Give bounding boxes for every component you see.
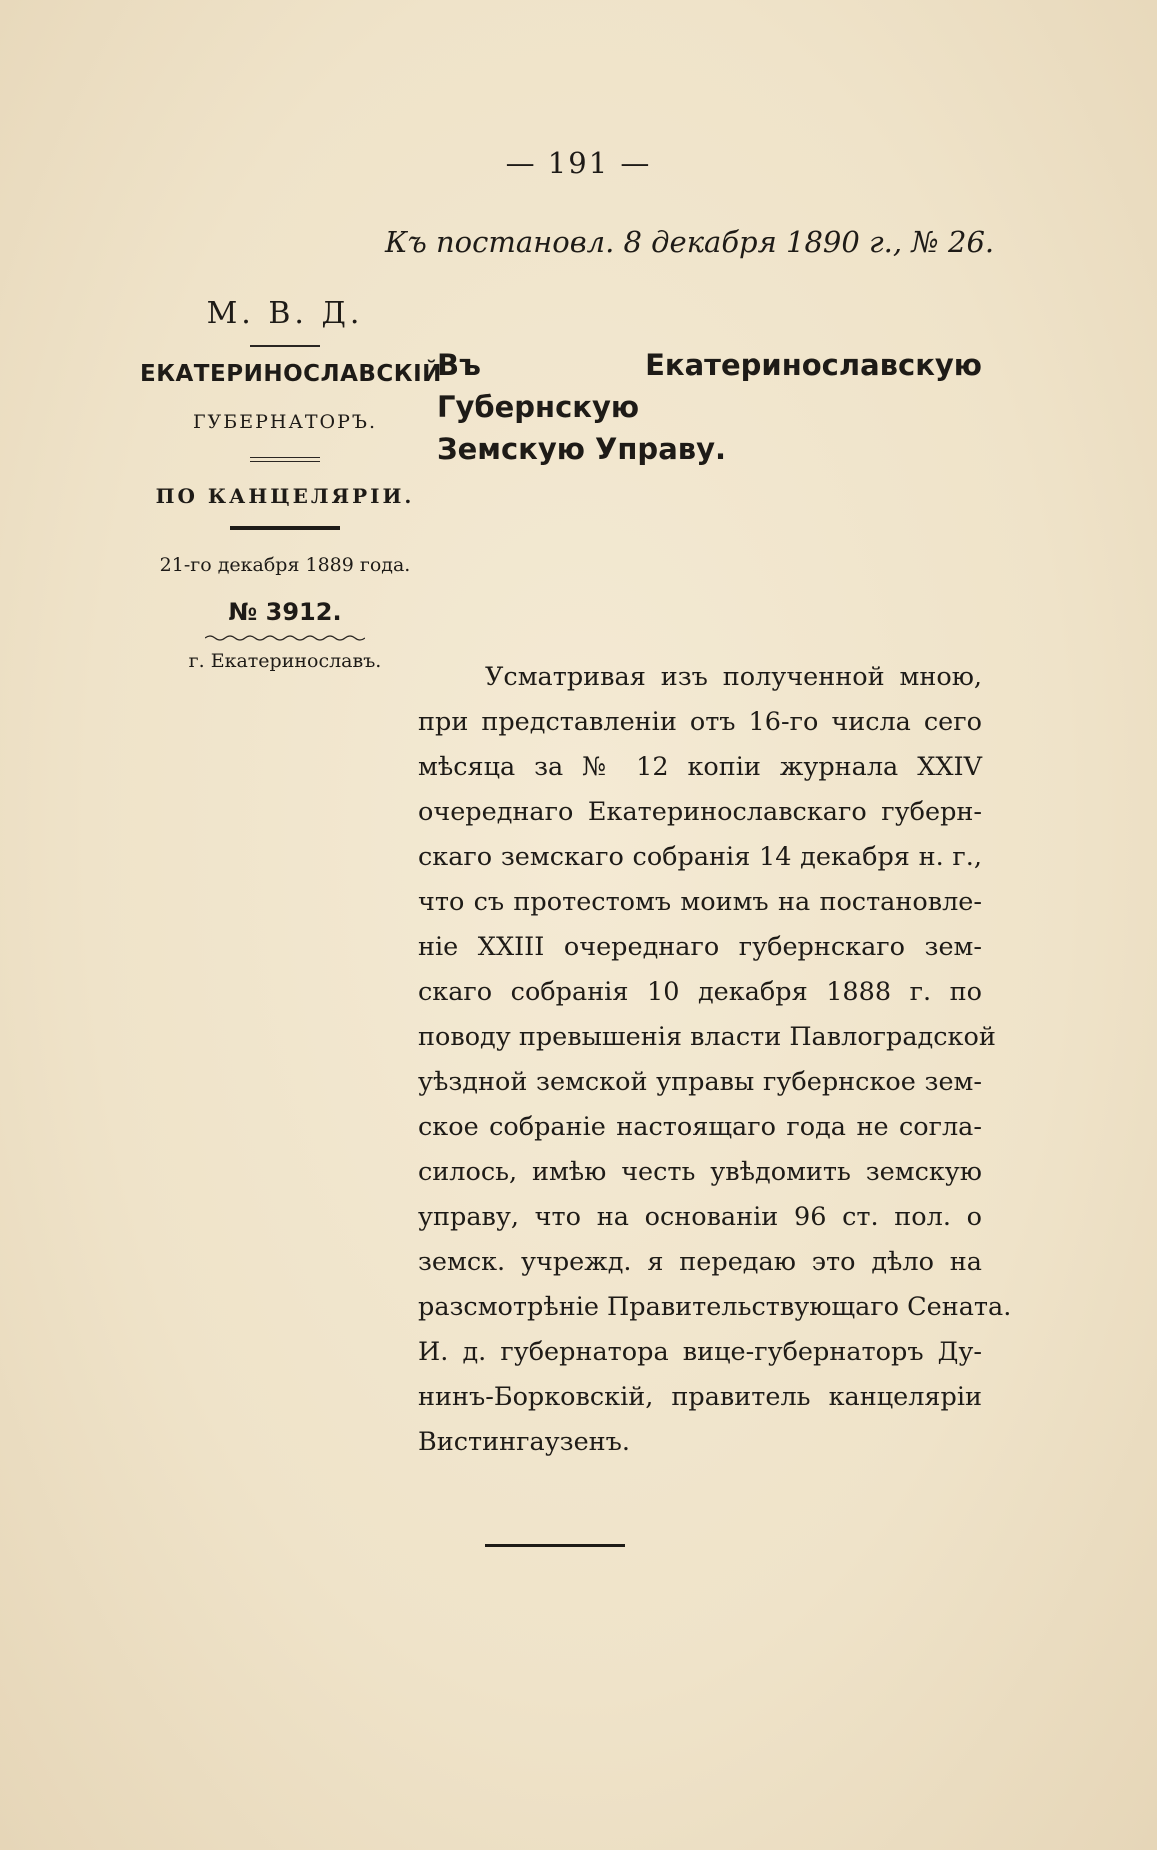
body-line: И. д. губернатора вице-губернаторъ Ду- (418, 1337, 982, 1367)
double-divider-rule (250, 457, 320, 462)
body-line: скаго земскаго собранія 14 декабря н. г., (418, 842, 982, 872)
body-line: уѣздной земской управы губернское зем- (418, 1067, 982, 1097)
body-line: при представленіи отъ 16-го числа сего (418, 707, 982, 737)
body-line: что съ протестомъ моимъ на постановле- (418, 887, 982, 917)
letter-date: 21-го декабря 1889 года. (159, 554, 411, 576)
closing-rule (485, 1544, 625, 1547)
bold-divider-rule (230, 526, 340, 530)
body-line: Вистингаузенъ. (418, 1427, 631, 1457)
department-label: ПО КАНЦЕЛЯРІИ. (155, 484, 415, 508)
body-line: разсмотрѣніе Правительствующаго Сената. (418, 1292, 1012, 1322)
body-line: скаго собранія 10 декабря 1888 г. по (418, 977, 982, 1007)
reference-line: Къ постановл. 8 декабря 1890 г., № 26. (385, 225, 995, 259)
letter-number: № 3912. (228, 598, 342, 626)
body-line: мѣсяца за № 12 копіи журнала XXIV (418, 752, 982, 782)
recipient-address (437, 344, 982, 470)
wavy-rule (205, 634, 365, 642)
ministry-abbrev: М. В. Д. (206, 296, 364, 331)
recipient-line-1: Въ Екатеринославскую Губернскую (437, 348, 982, 424)
page-number: — 191 — (505, 146, 652, 180)
governor-title: ГУБЕРНАТОРЪ. (192, 411, 378, 433)
sender-block (140, 296, 442, 672)
city-label: г. Екатеринославъ. (188, 650, 382, 672)
letter-body (418, 655, 1012, 1465)
body-line: управу, что на основаніи 96 ст. пол. о (418, 1202, 982, 1232)
divider-rule (250, 345, 320, 347)
body-line: Усматривая изъ полученной мною, (485, 662, 982, 692)
body-line: поводу превышенія власти Павлоградской (418, 1022, 996, 1052)
body-line: очереднаго Екатеринославскаго губерн- (418, 797, 982, 827)
governor-name: ЕКАТЕРИНОСЛАВСКІЙ (140, 361, 442, 387)
recipient-line-2: Земскую Управу. (437, 432, 727, 466)
body-line: ское собраніе настоящаго года не согла- (418, 1112, 982, 1142)
body-line: ніе XXIII очереднаго губернскаго зем- (418, 932, 982, 962)
body-line: нинъ-Борковскій, правитель канцеляріи (418, 1382, 982, 1412)
body-line: земск. учрежд. я передаю это дѣло на (418, 1247, 982, 1277)
body-line: силось, имѣю честь увѣдомить земскую (418, 1157, 982, 1187)
